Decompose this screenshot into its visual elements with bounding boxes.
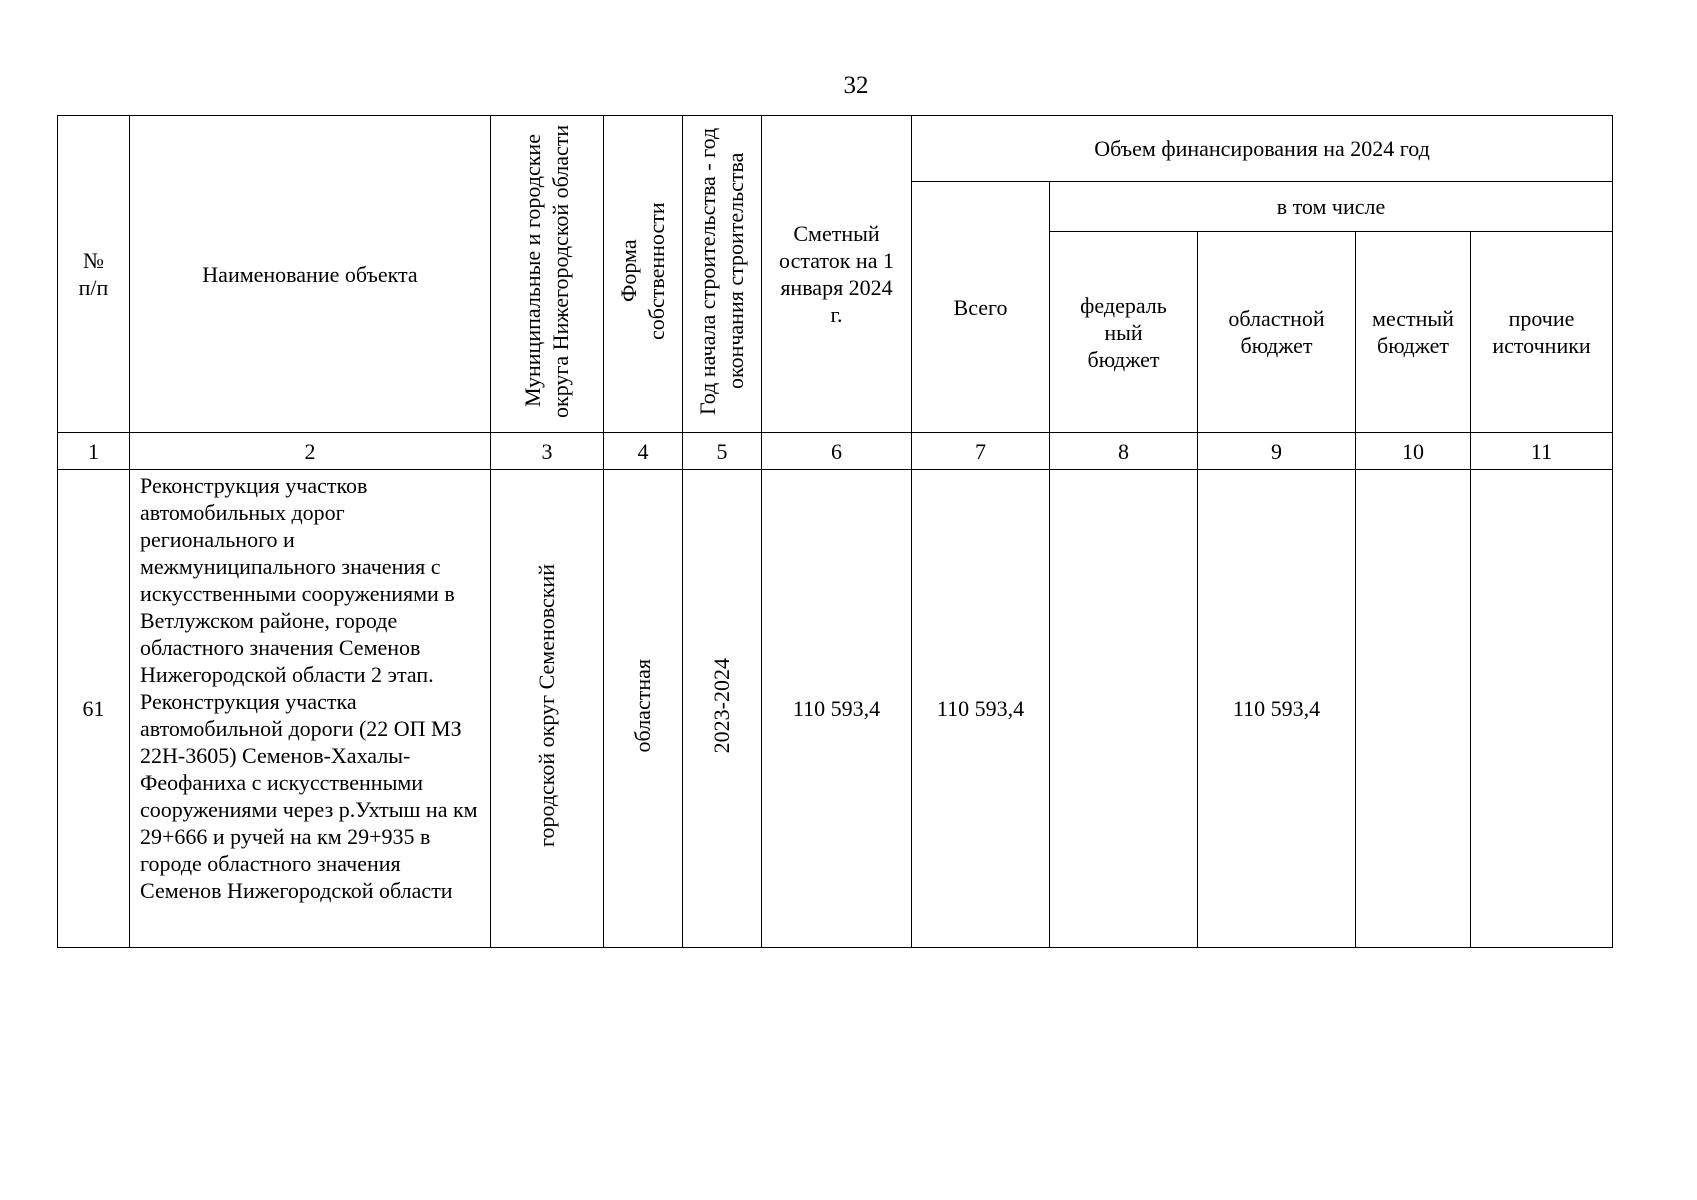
header-name-label: Наименование объекта [202,261,418,287]
column-number: 6 [762,433,912,470]
row-municipality [491,470,604,948]
column-number: 10 [1356,433,1471,470]
column-number: 7 [912,433,1050,470]
row-estimate: 110 593,4 [762,470,912,948]
row-municipality-value: городской округ Семеновский [534,564,559,847]
header-including-label: в том числе [1276,194,1386,219]
header-municipality-label: Муниципальные и городские округа Нижегородской области [520,124,573,418]
header-regional-label: областной бюджет [1228,306,1325,358]
header-ownership-label: Форма собственности [616,202,669,340]
header-estimate-label: Сметный остаток на 1 января 2024 г. [779,221,894,327]
header-financing [912,116,1613,182]
header-num-label: № п/п [78,248,109,300]
row-years [683,470,762,948]
row-ownership [604,470,683,948]
header-federal-label: федераль ный бюджет [1080,292,1167,372]
row-object-name: Реконструкция участков автомобильных дорог регионального и межмуниципального значения с искусственными сооружениями в Ветлужском районе, городе областного значения Семенов Нижегородской области 2 этап. Реконструкция участка автомобильной дороги (22 ОП МЗ 22Н-3605) Семенов-Хахалы-Феофаниха с искусственными сооружениями через р.Ухтыш на км 29+666 и ручей на км 29+935 в городе областного значения Семенов Нижегородской области [130,470,491,948]
page-number: 32 [843,72,869,99]
header-local [1356,232,1471,433]
row-federal [1050,470,1198,948]
column-number: 8 [1050,433,1198,470]
header-total-label: Всего [953,294,1008,320]
financing-table [57,115,1613,948]
header-years-label: Год начала строительства - год окончания строительства [695,127,748,415]
row-num: 61 [58,470,130,948]
row-local [1356,470,1471,948]
header-other-label: прочие источники [1492,306,1591,358]
header-num [58,116,130,433]
header-municipality [491,116,604,433]
header-ownership [604,116,683,433]
header-including [1050,182,1613,232]
column-number: 1 [58,433,130,470]
header-row-1 [58,116,1613,182]
header-estimate [762,116,912,433]
header-federal [1050,232,1198,433]
column-number: 3 [491,433,604,470]
header-total [912,182,1050,433]
header-years [683,116,762,433]
row-years-value: 2023-2024 [709,657,734,754]
row-other [1471,470,1613,948]
column-number: 5 [683,433,762,470]
header-other [1471,232,1613,433]
header-financing-label: Объем финансирования на 2024 год [1094,136,1430,161]
header-regional [1198,232,1356,433]
row-ownership-value: областная [630,658,655,753]
column-number: 9 [1198,433,1356,470]
column-number: 4 [604,433,683,470]
column-number: 11 [1471,433,1613,470]
row-regional: 110 593,4 [1198,470,1356,948]
header-name [130,116,491,433]
column-number: 2 [130,433,491,470]
table-row [58,470,1613,948]
column-number-row [58,433,1613,470]
header-local-label: местный бюджет [1372,306,1454,358]
row-total: 110 593,4 [912,470,1050,948]
